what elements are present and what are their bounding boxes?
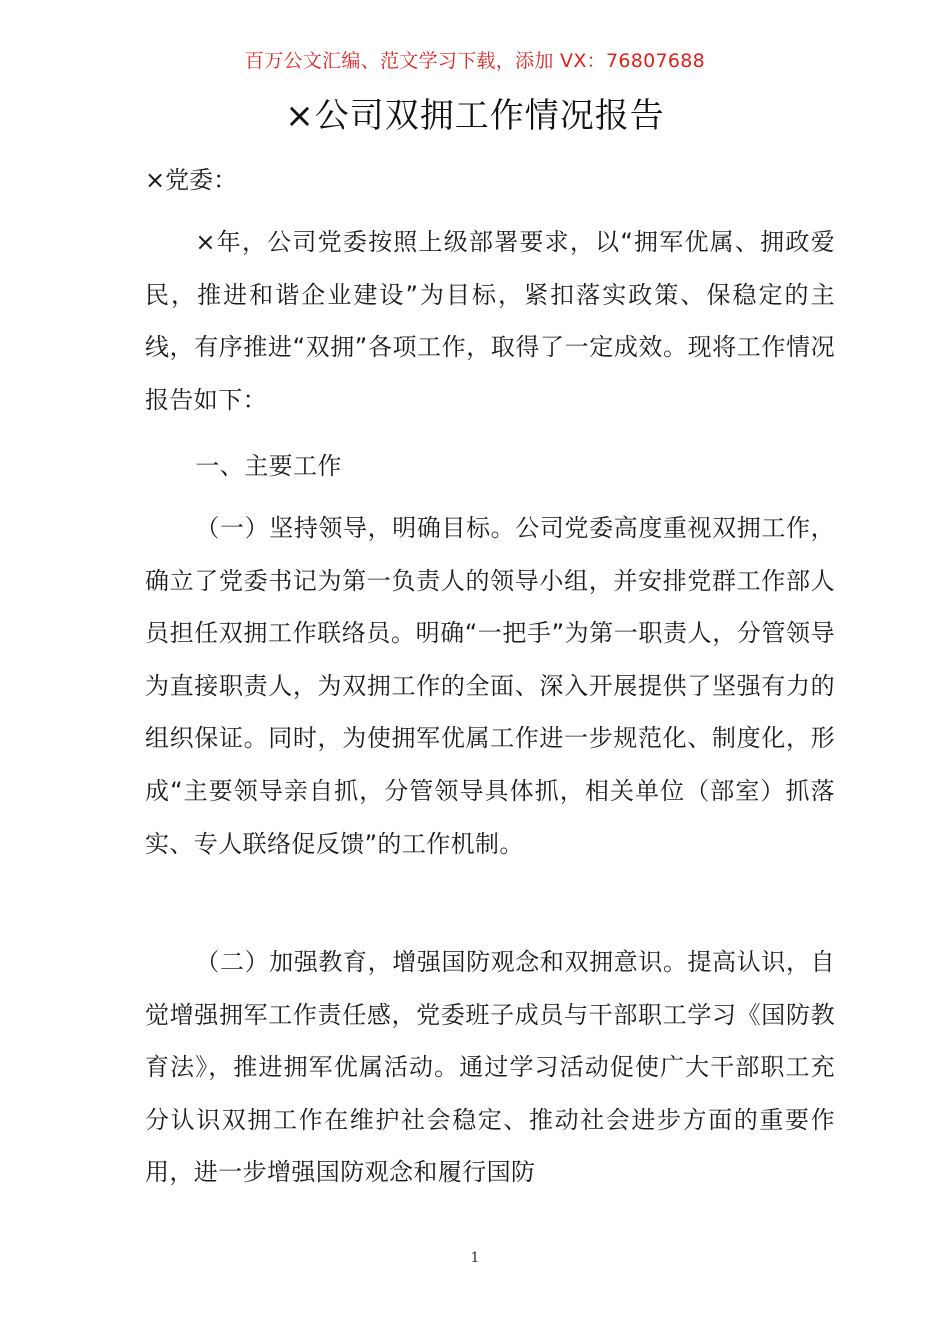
intro-paragraph: ×年，公司党委按照上级部署要求，以“拥军优属、拥政爱民，推进和谐企业建设”为目标，紧扣落实政策、保稳定的主线，有序推进“双拥”各项工作，取得了一定成效。现将工作情况报告如下：	[145, 228, 835, 414]
paragraph-leadership: （一）坚持领导，明确目标。公司党委高度重视双拥工作，确立了党委书记为第一负责人的领导小组，并安排党群工作部人员担任双拥工作联络员。明确“一把手”为第一职责人，分管领导为直接职责人，为双拥工作的全面、深入开展提供了坚强有力的组织保证。同时，为使拥军优属工作进一步规范化、制度化，形成“主要领导亲自抓，分管领导具体抓，相关单位（部室）抓落实、专人联络促反馈”的工作机制。	[145, 514, 835, 858]
document-title: ×公司双拥工作情况报告	[285, 96, 665, 136]
paragraph-education: （二）加强教育，增强国防观念和双拥意识。提高认识，自觉增强拥军工作责任感，党委班子成员与干部职工学习《国防教育法》，推进拥军优属活动。通过学习活动促使广大干部职工充分认识双拥工作在维护社会稳定、推动社会进步方面的重要作用，进一步增强国防观念和履行国防	[145, 948, 835, 1187]
watermark-header: 百万公文汇编、范文学习下载，添加 VX：76807688	[244, 50, 706, 72]
page-number: 1	[470, 1250, 480, 1266]
section-heading-main-work: 一、主要工作	[195, 452, 342, 480]
salutation: ×党委：	[145, 166, 238, 194]
